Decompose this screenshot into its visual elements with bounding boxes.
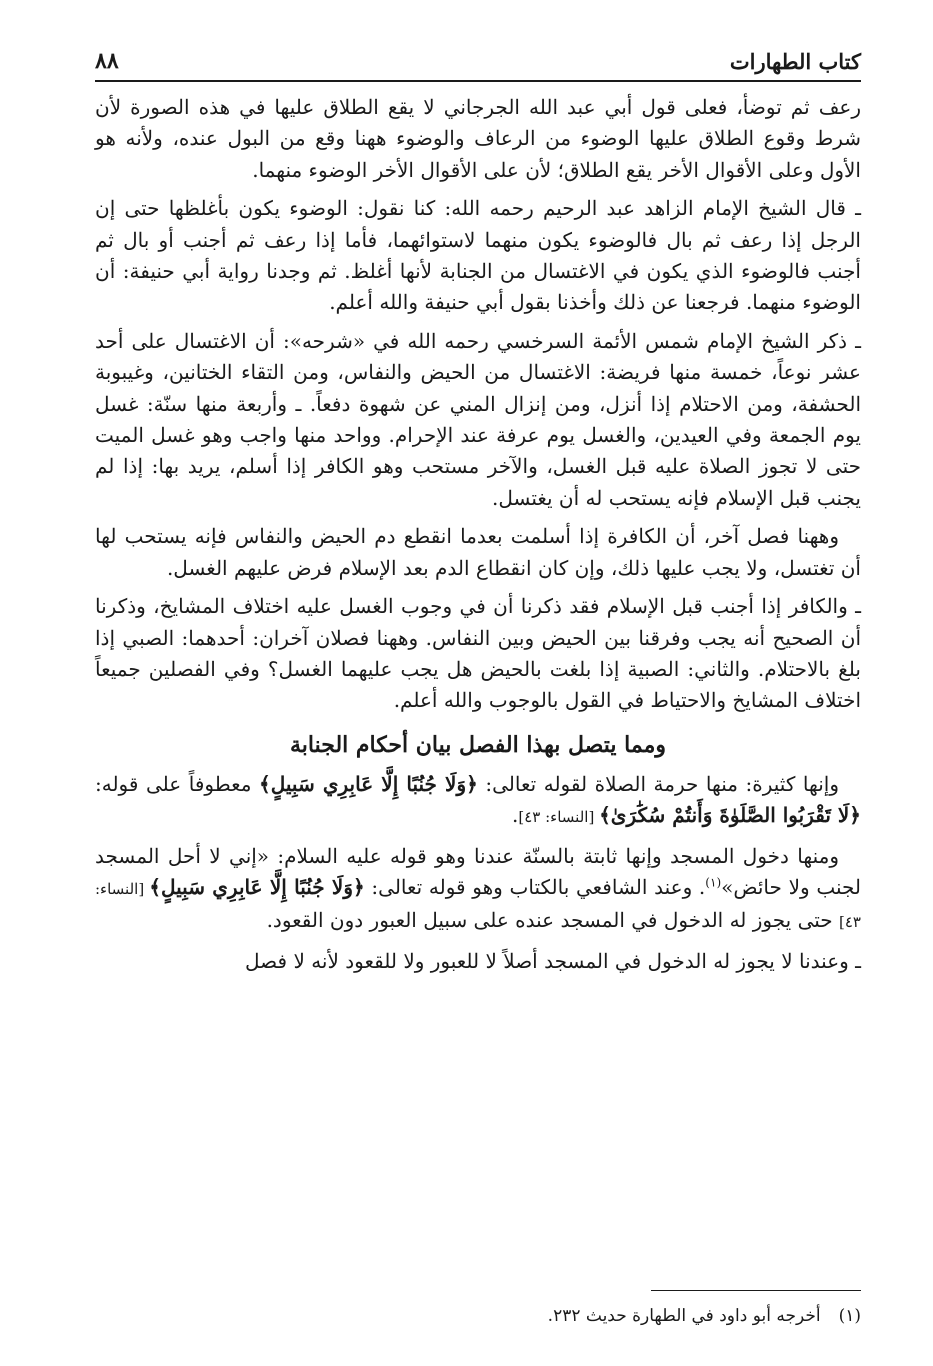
quran-verse: ﴿وَلَا جُنُبًا إِلَّا عَابِرِي سَبِيلٍ﴾ xyxy=(259,771,478,796)
text-segment: حتى يجوز له الدخول في المسجد عنده على سبيل العبور دون القعود. xyxy=(266,908,840,933)
footnote-marker: (١) xyxy=(705,875,722,890)
text-segment: . وعند الشافعي بالكتاب وهو قوله تعالى: xyxy=(364,874,706,899)
page-number: ٨٨ xyxy=(95,48,119,74)
section-heading: ومما يتصل بهذا الفصل بيان أحكام الجنابة xyxy=(290,731,666,758)
footnote xyxy=(95,1302,861,1330)
section-paragraph-2 xyxy=(95,841,861,939)
paragraph-2: ـ قال الشيخ الإمام الزاهد عبد الرحيم رحمه الله: كنا نقول: الوضوء يكون بأغلظها حتى إن الرجل إذا رعف ثم بال فالوضوء يكون منهما لاستوائهما، فأما إذا رعف ثم أجنب أو بال ثم أجنب فالوضوء الذي يكون في الاغتسال من الجنابة لأنها أغلظ. ثم وجدنا رواية أبي حنيفة: أن الوضوء منهما. فرجعنا عن ذلك وأخذنا بقول أبي حنيفة والله أعلم. xyxy=(95,196,861,315)
page-body xyxy=(95,92,861,984)
verse-reference: [النساء: ٤٣] xyxy=(95,879,861,932)
text-segment: معطوفاً على قوله: xyxy=(95,771,260,796)
verse-reference: [النساء: ٤٣] xyxy=(518,808,600,827)
footnote-text: أخرجه أبو داود في الطهارة حديث ٢٣٢. xyxy=(547,1306,821,1326)
quran-verse: ﴿وَلَا جُنُبًا إِلَّا عَابِرِي سَبِيلٍ﴾ xyxy=(149,874,365,899)
footnote-number: (١) xyxy=(838,1306,861,1326)
paragraph-5: ـ والكافر إذا أجنب قبل الإسلام فقد ذكرنا أن في وجوب الغسل عليه اختلاف المشايخ، وذكرنا أن الصحيح أنه يجب وفرقنا بين الحيض وبين النفاس. وههنا فصلان آخران: أحدهما: الصبي إذا بلغ بالاحتلام. والثاني: الصبية إذا بلغت بالحيض هل يجب عليهما الغسل؟ وفي الفصلين جميعاً اختلاف المشايخ والاحتياط في القول بالوجوب والله أعلم. xyxy=(95,594,861,713)
text-segment: . xyxy=(512,803,519,828)
quran-verse: ﴿لَا تَقْرَبُوا الصَّلَوٰةَ وَأَنتُمْ سُكَٰرَىٰ﴾ xyxy=(599,803,861,828)
paragraph-1: رعف ثم توضأ، فعلى قول أبي عبد الله الجرجاني لا يقع الطلاق عليها في هذه الصورة لأن شرط وقوع الطلاق عليها الوضوء من الرعاف والوضوء ههنا وقع من البول عنده، ولأنه هو الأول وعلى الأقوال الأخر يقع الطلاق؛ لأن على الأقوال الأخر الوضوء منهما. xyxy=(95,95,861,182)
text-segment: ومنها دخول المسجد وإنها ثابتة بالسنّة عندنا وهو قوله عليه السلام: «إني لا أحل المسجد لجنب ولا حائض» xyxy=(95,843,862,899)
page-header xyxy=(95,40,861,82)
book-title: كتاب الطهارات xyxy=(729,49,861,74)
footnote-divider xyxy=(651,1290,861,1291)
text-segment: وإنها كثيرة: منها حرمة الصلاة لقوله تعالى: xyxy=(477,771,839,796)
paragraph-3: ـ ذكر الشيخ الإمام شمس الأئمة السرخسي رحمه الله في «شرحه»: أن الاغتسال على أحد عشر نوعاً، خمسة منها فريضة: الاغتسال من الحيض والنفاس، ومن التقاء الختانين، وغيبوبة الحشفة، ومن الاحتلام إذا أنزل، ومن إنزال المني عن شهوة دفعاً. ـ وأربعة منها سنّة: غسل يوم الجمعة وفي العيدين، والغسل يوم عرفة عند الإحرام. وواحد منها واجب وهو غسل الميت حتى لا تجوز الصلاة عليه قبل الغسل، والآخر مستحب وهو الكافر إذا أسلم، يريد بها: إذا لم يجنب قبل الإسلام فإنه يستحب له أن يغتسل. xyxy=(95,328,861,510)
section-paragraph-3: ـ وعندنا لا يجوز له الدخول في المسجد أصلاً لا للعبور ولا للقعود لأنه لا فصل xyxy=(245,948,861,973)
paragraph-4: وههنا فصل آخر، أن الكافرة إذا أسلمت بعدما انقطع دم الحيض والنفاس فإنه يستحب لها أن تغتسل، ولا يجب عليها ذلك، وإن كان انقطاع الدم بعد الإسلام فرض عليهم الغسل. xyxy=(95,524,861,580)
section-paragraph-1 xyxy=(95,769,861,834)
